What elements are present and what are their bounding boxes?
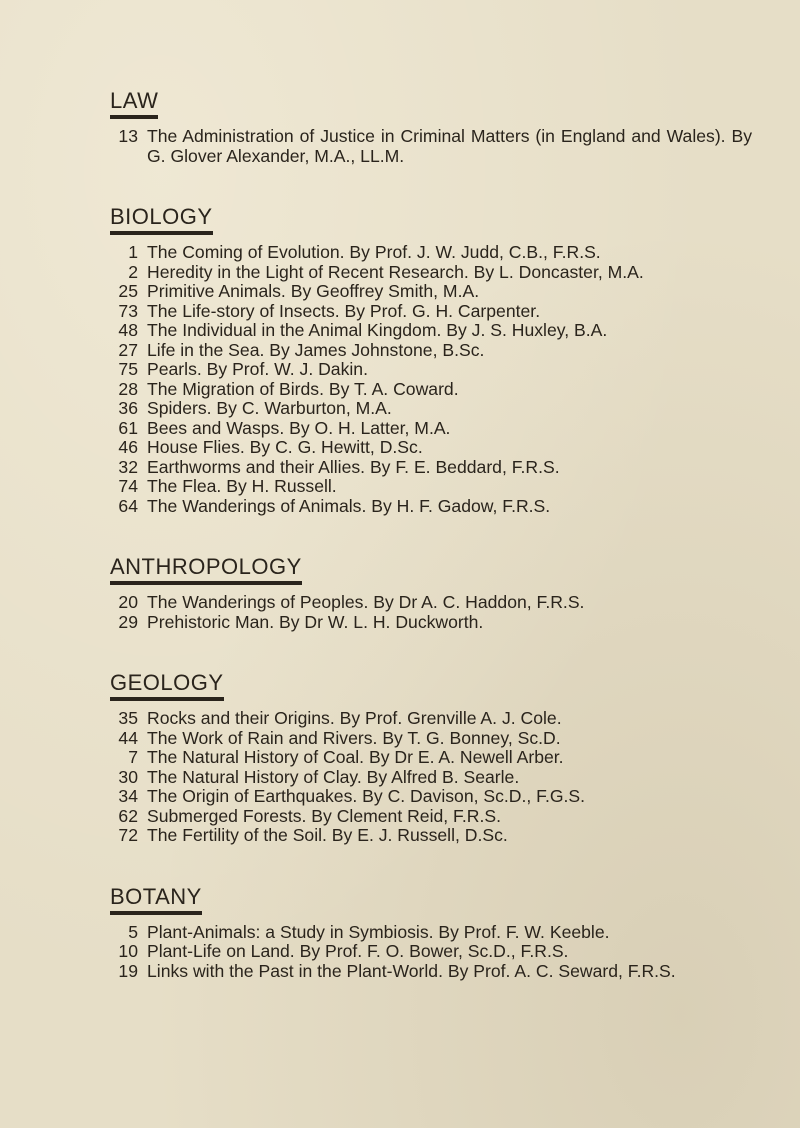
volume-number: 48 <box>118 320 138 340</box>
entry-text: Submerged Forests. By Clement Reid, F.R.S. <box>147 805 501 826</box>
entry-text: Spiders. By C. Warburton, M.A. <box>147 398 392 418</box>
section-heading: GEOLOGY <box>110 670 224 701</box>
list-item <box>110 768 760 788</box>
list-item <box>110 497 760 517</box>
volume-number: 73 <box>118 300 138 321</box>
volume-number: 13 <box>118 126 138 146</box>
volume-number: 46 <box>118 437 138 457</box>
list-item <box>110 360 760 380</box>
section-law <box>110 88 760 166</box>
entry-text: The Life-story of Insects. By Prof. G. H. Carpenter. <box>147 300 541 321</box>
volume-number: 62 <box>118 805 138 826</box>
volume-number: 61 <box>118 417 138 438</box>
entry-text: Plant-Animals: a Study in Symbiosis. By Prof. F. W. Keeble. <box>147 921 610 942</box>
entry-text: The Coming of Evolution. By Prof. J. W. Judd, C.B., F.R.S. <box>147 242 601 262</box>
list-item <box>110 923 760 943</box>
section-heading: ANTHROPOLOGY <box>110 554 302 585</box>
catalogue-list <box>110 88 760 981</box>
volume-number: 32 <box>118 456 138 477</box>
entry-text: Prehistoric Man. By Dr W. L. H. Duckworth. <box>147 611 484 632</box>
list-item <box>110 613 760 633</box>
entry-list <box>110 243 760 516</box>
entry-text: The Work of Rain and Rivers. By T. G. Bonney, Sc.D. <box>147 727 561 748</box>
volume-number: 5 <box>128 921 138 942</box>
section-heading: BOTANY <box>110 884 202 915</box>
list-item <box>110 826 760 846</box>
section-heading: LAW <box>110 88 158 119</box>
list-item <box>110 321 760 341</box>
volume-number: 2 <box>128 261 138 282</box>
list-item <box>110 458 760 478</box>
entry-text: Life in the Sea. By James Johnstone, B.Sc. <box>147 339 485 360</box>
entry-text: Primitive Animals. By Geoffrey Smith, M.A. <box>147 281 480 301</box>
volume-number: 35 <box>118 708 138 728</box>
entry-text: Plant-Life on Land. By Prof. F. O. Bower, Sc.D., F.R.S. <box>147 941 569 961</box>
list-item <box>110 962 760 982</box>
list-item <box>110 243 760 263</box>
entry-text: The Origin of Earthquakes. By C. Davison, Sc.D., F.G.S. <box>147 786 586 806</box>
volume-number: 10 <box>118 941 138 961</box>
volume-number: 44 <box>118 727 138 748</box>
volume-number: 28 <box>118 378 138 399</box>
entry-text: The Natural History of Clay. By Alfred B. Searle. <box>147 766 520 787</box>
list-item <box>110 729 760 749</box>
entry-text: The Flea. By H. Russell. <box>147 476 337 496</box>
section-biology <box>110 204 760 516</box>
entry-text: House Flies. By C. G. Hewitt, D.Sc. <box>147 437 423 457</box>
section-heading: BIOLOGY <box>110 204 213 235</box>
entry-text: The Natural History of Coal. By Dr E. A. Newell Arber. <box>147 747 564 767</box>
entry-text: The Individual in the Animal Kingdom. By J. S. Huxley, B.A. <box>147 320 608 340</box>
section-geology <box>110 670 760 846</box>
volume-number: 25 <box>118 281 138 301</box>
entry-text: The Wanderings of Peoples. By Dr A. C. Haddon, F.R.S. <box>147 592 585 612</box>
volume-number: 34 <box>118 786 138 806</box>
entry-text: Pearls. By Prof. W. J. Dakin. <box>147 359 368 379</box>
list-item <box>110 341 760 361</box>
volume-number: 19 <box>118 960 138 981</box>
list-item <box>110 282 760 302</box>
list-item <box>110 419 760 439</box>
list-item <box>110 380 760 400</box>
list-item <box>110 399 760 419</box>
volume-number: 36 <box>118 398 138 418</box>
list-item <box>110 748 760 768</box>
entry-text: Bees and Wasps. By O. H. Latter, M.A. <box>147 417 451 438</box>
entry-text: The Migration of Birds. By T. A. Coward. <box>147 378 459 399</box>
section-botany <box>110 884 760 982</box>
volume-number: 72 <box>118 825 138 845</box>
entry-text: The Administration of Justice in Criminal Matters (in England and Wales). By G. Glover Alexander, M.A., LL.M. <box>147 126 752 166</box>
list-item <box>110 438 760 458</box>
list-item <box>110 593 760 613</box>
volume-number: 27 <box>118 339 138 360</box>
section-anthropology <box>110 554 760 632</box>
list-item <box>110 302 760 322</box>
volume-number: 75 <box>118 359 138 379</box>
volume-number: 74 <box>118 476 138 496</box>
volume-number: 64 <box>118 495 138 516</box>
entry-text: Links with the Past in the Plant-World. By Prof. A. C. Seward, F.R.S. <box>147 960 676 981</box>
volume-number: 29 <box>118 611 138 632</box>
list-item <box>110 127 760 166</box>
entry-list <box>110 923 760 982</box>
entry-text: Heredity in the Light of Recent Research. By L. Doncaster, M.A. <box>147 261 644 282</box>
entry-list <box>110 709 760 846</box>
entry-text: Earthworms and their Allies. By F. E. Beddard, F.R.S. <box>147 456 560 477</box>
volume-number: 20 <box>118 592 138 612</box>
entry-list <box>110 593 760 632</box>
list-item <box>110 263 760 283</box>
list-item <box>110 787 760 807</box>
entry-text: The Fertility of the Soil. By E. J. Russell, D.Sc. <box>147 825 508 845</box>
volume-number: 7 <box>128 747 138 767</box>
entry-text: The Wanderings of Animals. By H. F. Gadow, F.R.S. <box>147 495 551 516</box>
list-item <box>110 477 760 497</box>
list-item <box>110 942 760 962</box>
volume-number: 1 <box>128 242 138 262</box>
volume-number: 30 <box>118 766 138 787</box>
entry-text: Rocks and their Origins. By Prof. Grenville A. J. Cole. <box>147 708 562 728</box>
list-item <box>110 709 760 729</box>
entry-list <box>110 127 760 166</box>
list-item <box>110 807 760 827</box>
